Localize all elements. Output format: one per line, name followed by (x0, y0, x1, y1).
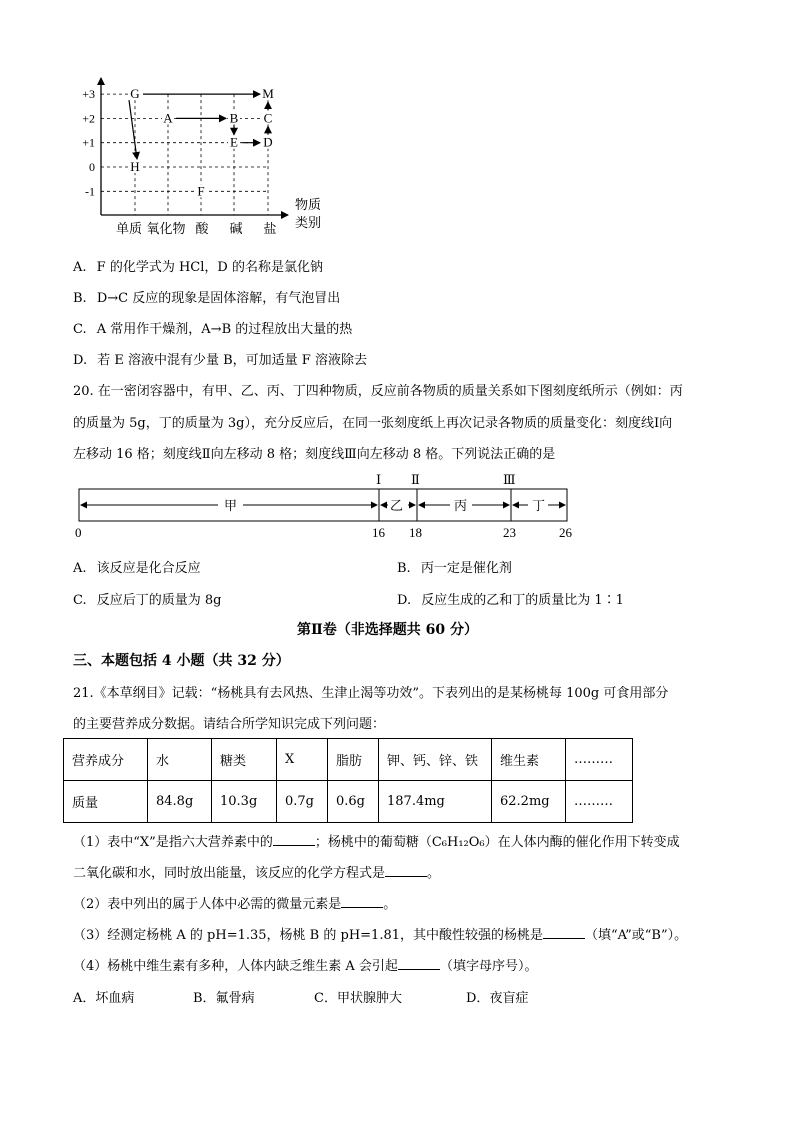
answer-blank[interactable] (543, 938, 585, 939)
answer-blank[interactable] (385, 876, 427, 877)
segment-bing: 丙 (454, 498, 468, 513)
option-label: A. (73, 561, 87, 576)
valence-class-chart (0, 0, 793, 240)
q20-option-d (397, 589, 624, 608)
segment-ding: 丁 (532, 498, 546, 513)
mark-II: Ⅱ (411, 472, 420, 487)
x-axis-label-line1: 物质 (295, 197, 322, 212)
point-E: E (230, 134, 238, 150)
q20-stem-line1: 20. 在一密闭容器中，有甲、乙、丙、丁四种物质，反应前各物质的质量关系如下图刻度纸所示（例如：丙 (73, 384, 683, 399)
y-tick-label: -1 (85, 184, 95, 199)
choice-text: 夜盲症 (489, 991, 529, 1006)
point-B: B (229, 110, 239, 126)
sub1-text-c: 二氧化碳和水，同时放出能量，该反应的化学方程式是 (73, 866, 386, 881)
q21-sub1-line2 (73, 862, 440, 881)
table-cell: 0.7g (277, 781, 328, 823)
option-label: C. (73, 593, 87, 608)
option-text: 丙一定是催化剂 (420, 561, 512, 576)
q21-sub4 (73, 955, 537, 974)
choice-text: 坏血病 (95, 991, 135, 1006)
table-cell: 水 (148, 739, 212, 781)
option-label: D. (397, 593, 412, 608)
point-G: G (130, 86, 140, 102)
tick-23: 23 (503, 525, 516, 540)
q21-sub1-line1 (73, 831, 680, 850)
part2-title: 第Ⅱ卷（非选择题共 60 分） (297, 622, 479, 638)
point-M: M (262, 86, 274, 102)
q21-choice-b (193, 987, 255, 1006)
table-cell: 钾、钙、锌、铁 (379, 739, 492, 781)
option-label: B. (397, 561, 411, 576)
x-axis-label-line2: 类别 (295, 215, 322, 230)
choice-label: A． (73, 991, 96, 1006)
sub3-text-b: （填“A”或“B”）。 (585, 928, 688, 943)
table-cell: 营养成分 (64, 739, 148, 781)
q21-stem-line2: 的主要营养成分数据。请结合所学知识完成下列问题： (73, 717, 386, 732)
table-cell: ……… (566, 781, 633, 823)
y-tick-label: +3 (82, 87, 95, 102)
option-label: D. (73, 353, 88, 368)
q21-choice-c (314, 987, 402, 1006)
choice-label: D． (466, 991, 490, 1006)
option-label: A. (73, 260, 87, 275)
q20-stem-line3: 左移动 16 格；刻度线Ⅱ向左移动 8 格；刻度线Ⅲ向左移动 8 格。下列说法正确的是 (73, 447, 556, 462)
table-cell: 62.2mg (492, 781, 566, 823)
table-header-row (64, 739, 633, 781)
sub2-text-a: （2）表中列出的属于人体中必需的微量元素是 (73, 897, 342, 912)
table-cell: 84.8g (148, 781, 212, 823)
segment-jia: 甲 (224, 498, 238, 513)
table-cell: 维生素 (492, 739, 566, 781)
q20-stem-line2: 的质量为 5g，丁的质量为 3g），充分反应后，在同一张刻度纸上再次记录各物质的质量变化：刻度线Ⅰ向 (73, 416, 673, 431)
option-text: 若 E 溶液中混有少量 B，可加适量 F 溶液除去 (97, 353, 367, 368)
table-cell: 质量 (64, 781, 148, 823)
segment-yi: 乙 (390, 498, 404, 513)
q19-option-c (73, 318, 352, 337)
sub2-text-b: 。 (383, 897, 397, 912)
choice-label: B． (193, 991, 216, 1006)
table-cell: 糖类 (212, 739, 277, 781)
point-F: F (197, 183, 205, 199)
scale-paper-diagram (0, 470, 793, 540)
sub1-text-b: ；杨桃中的葡萄糖（C₆H₁₂O₆）在人体内酶的催化作用下转变成 (314, 835, 680, 850)
option-text: F 的化学式为 HCl，D 的名称是氯化钠 (96, 260, 323, 275)
table-cell: ……… (566, 739, 633, 781)
y-tick-label: +1 (82, 135, 95, 150)
q19-option-a (73, 256, 323, 275)
q21-choice-d (466, 987, 528, 1006)
table-cell: 0.6g (328, 781, 379, 823)
nutrition-table (63, 738, 633, 823)
table-cell: 脂肪 (328, 739, 379, 781)
y-tick-label: 0 (89, 160, 95, 174)
point-C: C (263, 110, 273, 126)
x-category-label: 酸 (195, 221, 209, 236)
sub1-text-a: （1）表中“X”是指六大营养素中的 (73, 835, 273, 850)
q19-option-b (73, 287, 340, 306)
choice-text: 氟骨病 (215, 991, 255, 1006)
mark-I: Ⅰ (376, 472, 382, 487)
sub3-text-a: （3）经测定杨桃 A 的 pH=1.35，杨桃 B 的 pH=1.81，其中酸性较强的杨桃是 (73, 928, 543, 943)
q20-option-c (73, 589, 222, 608)
q21-choice-a (73, 987, 134, 1006)
mark-III: Ⅲ (503, 472, 516, 487)
answer-blank[interactable] (341, 907, 383, 908)
option-text: 该反应是化合反应 (96, 561, 201, 576)
table-cell: 187.4mg (379, 781, 492, 823)
option-text: 反应后丁的质量为 8g (96, 593, 222, 608)
q20-option-a (73, 557, 201, 576)
q21-sub2 (73, 893, 396, 912)
tick-26: 26 (559, 525, 572, 540)
x-category-label: 单质 (115, 221, 143, 236)
table-cell: 10.3g (212, 781, 277, 823)
tick-0: 0 (75, 525, 82, 540)
q21-sub3 (73, 924, 687, 943)
choice-text: 甲状腺肿大 (336, 991, 402, 1006)
section3-title: 三、本题包括 4 小题（共 32 分） (73, 653, 290, 669)
relation-arrow (129, 100, 137, 159)
point-A: A (163, 110, 173, 126)
x-category-label: 氧化物 (146, 221, 186, 236)
q20-option-b (397, 557, 512, 576)
table-cell: X (277, 739, 328, 781)
option-text: D→C 反应的现象是固体溶解，有气泡冒出 (96, 291, 341, 306)
answer-blank[interactable] (273, 845, 315, 846)
sub1-text-d: 。 (427, 866, 441, 881)
point-H: H (130, 159, 140, 174)
q19-option-d (73, 349, 367, 368)
option-label: C. (73, 322, 87, 337)
choice-label: C． (314, 991, 337, 1006)
point-D: D (263, 134, 273, 150)
sub4-text-b: （填字母序号）。 (439, 959, 538, 974)
answer-blank[interactable] (398, 969, 440, 970)
sub4-text-a: （4）杨桃中维生素有多种，人体内缺乏维生素 A 会引起 (73, 959, 398, 974)
tick-16: 16 (372, 525, 385, 540)
option-text: A 常用作干燥剂，A→B 的过程放出大量的热 (96, 322, 353, 337)
table-row (64, 781, 633, 823)
x-category-label: 盐 (263, 221, 277, 236)
x-category-label: 碱 (229, 221, 243, 236)
y-tick-label: +2 (82, 111, 95, 126)
tick-18: 18 (409, 525, 422, 540)
option-label: B. (73, 291, 87, 306)
option-text: 反应生成的乙和丁的质量比为 1∶1 (421, 593, 624, 608)
q21-stem-line1: 21.《本草纲目》记载：“杨桃具有去风热、生津止渴等功效”。下表列出的是某杨桃每 100g 可食用部分 (73, 686, 669, 701)
